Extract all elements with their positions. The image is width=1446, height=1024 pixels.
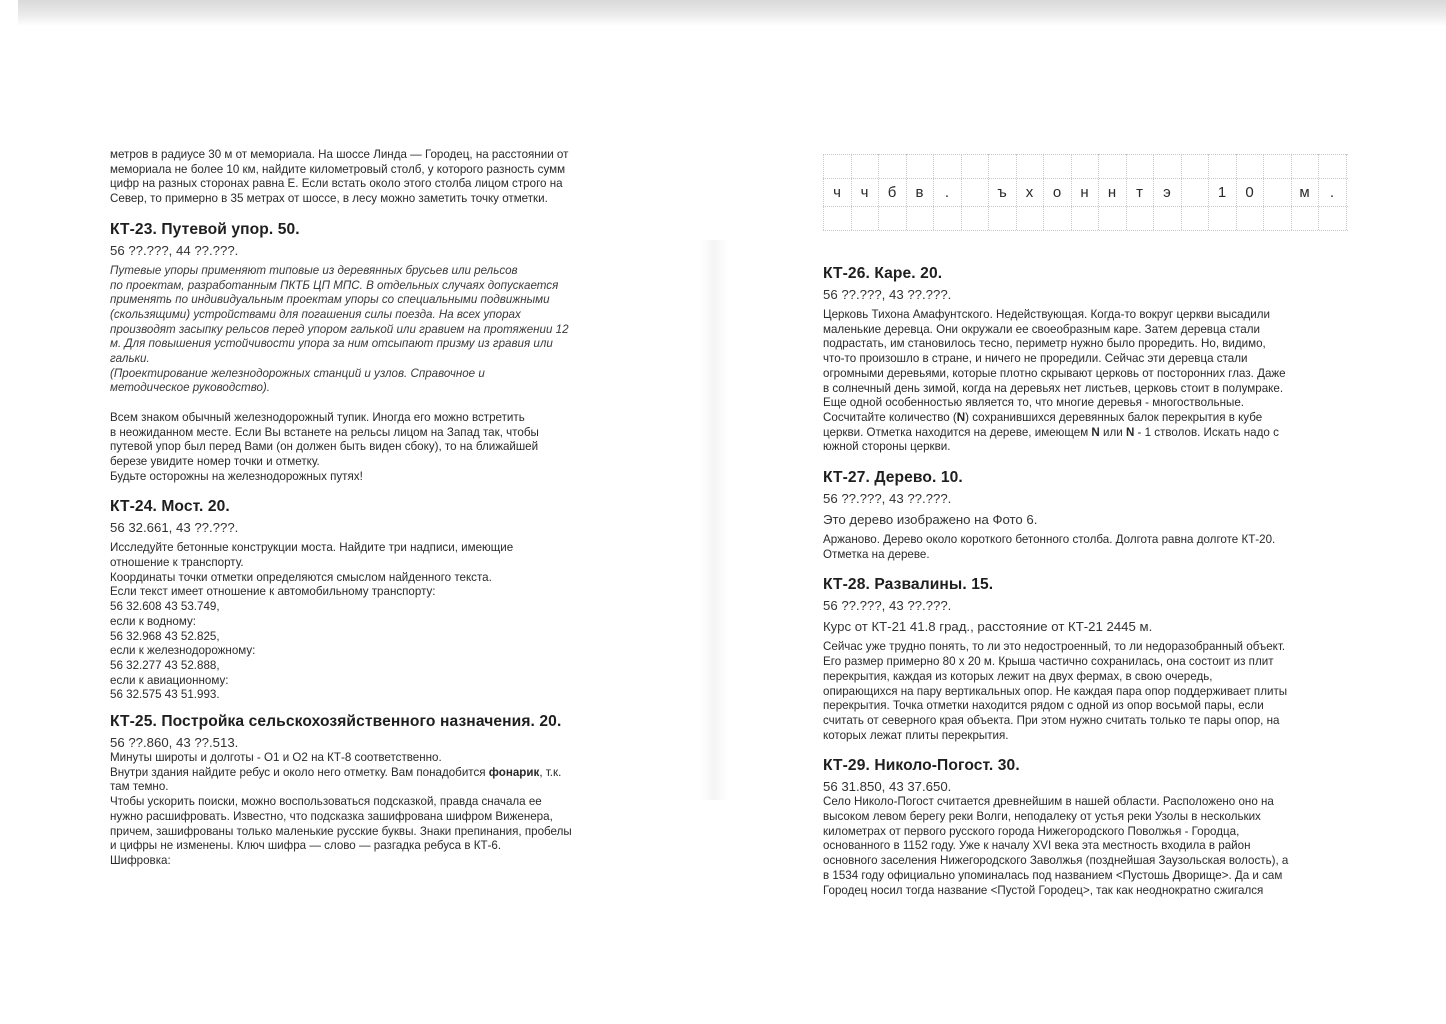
kt29-body-line: Городец носил тогда название <Пустой Городец>, так как неоднократно сжигался — [823, 883, 1264, 897]
kt23-quote-line: (Проектирование железнодорожных станций и узлов. Справочное и — [110, 366, 485, 380]
kt26-title: КТ-26. Каре. 20. — [823, 265, 943, 282]
kt26-body-line: Церковь Тихона Амафунтского. Недействующая. Когда-то вокруг церкви высадили — [823, 308, 1270, 321]
intro-line: метров в радиусе 30 м от мемориала. На шоссе Линда — Городец, на расстоянии от — [110, 148, 569, 161]
kt23-body-line: Всем знаком обычный железнодорожный тупик. Иногда его можно встретить — [110, 410, 525, 424]
cipher-char: б — [887, 184, 897, 201]
kt23-quote-line: гальки. — [110, 352, 150, 366]
kt23-quote-line: Путевые упоры применяют типовые из деревянных брусьев или рельсов — [110, 263, 518, 277]
cipher-char: т — [1136, 184, 1143, 201]
kt23-quote-line: методическое руководство). — [110, 381, 271, 395]
kt26-coords: 56 ??.???, 43 ??.???. — [823, 287, 952, 302]
kt29-body-line: в 1534 году официально упоминалась под названием <Пустошь Дворище>. Да и сам — [823, 868, 1283, 882]
kt29-body-line: основного заселения Нижегородского Заволжья (позднейшая Заузольская волость), а — [823, 854, 1289, 868]
kt29-coords: 56 31.850, 43 37.650. — [823, 779, 952, 795]
scan-edge-shadow — [18, 0, 1446, 26]
cipher-grid-line — [823, 230, 1348, 232]
cipher-char: х — [1025, 184, 1034, 201]
kt29-body-line: километрах от первого русского города Нижегородского Поволжья - Городца, — [823, 824, 1240, 838]
kt29-body-line: высоком левом берегу реки Волги, неподалеку от устья реки Узолы в нескольких — [823, 810, 1261, 824]
kt23-quote-line: по проектам, разработанным ПКТБ ЦП МПС. В отдельных случаях допускается — [110, 278, 559, 292]
kt25-body-line: Минуты широты и долготы - O1 и O2 на КТ-8 соответственно. — [110, 751, 442, 765]
cipher-char: ч — [860, 184, 869, 201]
kt28-coords: 56 ??.???, 43 ??.???. — [823, 598, 952, 614]
n-bold: N — [1125, 425, 1135, 439]
kt23-body-line: березе увидите номер точки и отметку. — [110, 454, 320, 468]
cipher-grid-line — [823, 154, 1348, 156]
kt23-quote-line: применять по индивидуальным проектам упоры со специальными подвижными — [110, 293, 550, 307]
kt27-title: КТ-27. Дерево. 10. — [823, 469, 963, 487]
kt24-body-line: если к водному: — [110, 614, 196, 628]
kt23-quote-line: производят засыпку рельсов перед упором галькой или гравием на протяжении 12 — [110, 322, 569, 336]
kt26-body-line: маленькие деревца. Они окружали ее своеобразным каре. Затем деревца стали — [823, 322, 1260, 336]
kt23-coords: 56 ??.???, 44 ??.???. — [110, 242, 239, 258]
cipher-grid-line — [823, 206, 1348, 208]
kt24-body-line: 56 32.968 43 52.825, — [110, 629, 220, 643]
kt24-body-line: 56 32.608 43 53.749, — [110, 600, 220, 614]
kt26-body-line — [823, 426, 1348, 441]
cipher-char: ч — [833, 184, 841, 201]
kt29-body-line: Село Николо-Погост считается древнейшим в нашей области. Расположено оно на — [823, 795, 1274, 809]
left-page — [110, 148, 630, 869]
kt23-quote-line: (скользящими) устройствами для погашения силы поезда. На всех упорах — [110, 307, 521, 321]
kt23-body-line: путевой упор был перед Вами (он должен быть виден сбоку), то на ближайшей — [110, 440, 539, 454]
cipher-char: н — [1080, 184, 1089, 201]
kt26-body-line: в солнечный день зимой, когда на деревьях нет листьев, церковь стоит в полумраке. — [823, 381, 1284, 395]
cipher-char: н — [1107, 184, 1117, 201]
kt28-body-line: Сейчас уже трудно понять, то ли это недостроенный, то ли недоразобранный объект. — [823, 640, 1286, 654]
right-page — [823, 154, 1348, 898]
text-span: - 1 стволов. Искать надо с — [1134, 425, 1279, 439]
kt26-body-line: Еще одной особенностью является то, что многие деревья - многоствольные. — [823, 396, 1244, 410]
kt26-body-line — [823, 411, 1348, 426]
cipher-char: м — [1299, 184, 1310, 201]
cipher-grid-line — [1346, 154, 1348, 230]
cipher-grid-line — [823, 178, 1348, 180]
kt24-body-line: Если текст имеет отношение к автомобильному транспорту: — [110, 585, 436, 599]
kt25-body-line — [110, 766, 630, 781]
cipher-char: 0 — [1245, 184, 1254, 201]
kt24-title: КТ-24. Мост. 20. — [110, 498, 230, 516]
kt24-body-line: если к авиационному: — [110, 673, 229, 687]
n-bold: N — [956, 410, 966, 424]
kt26-body-line: огромными деревьями, которые плотно скрывают церковь от посторонних глаз. Даже — [823, 366, 1286, 380]
cipher-grid-line — [1263, 154, 1265, 230]
kt29-title: КТ-29. Николо-Погост. 30. — [823, 757, 1020, 775]
kt24-body-line: если к железнодорожному: — [110, 644, 256, 658]
kt23-body-line: в неожиданном месте. Если Вы встанете на рельсы лицом на Запад так, чтобы — [110, 425, 539, 439]
kt27-body-line: Отметка на дереве. — [823, 547, 930, 561]
kt25-body-line: Шифровка: — [110, 854, 171, 867]
kt24-body-line: Координаты точки отметки определяются смыслом найденного текста. — [110, 570, 492, 584]
kt25-body-line: там темно. — [110, 780, 169, 794]
text-span: Сосчитайте количество ( — [823, 410, 957, 424]
page-fold — [700, 240, 728, 800]
kt25-coords: 56 ??.860, 43 ??.513. — [110, 735, 239, 751]
intro-line: цифр на разных сторонах равна E. Если встать около этого столба лицом строго на — [110, 177, 563, 191]
n-bold: N — [1091, 425, 1100, 439]
kt25-body-line: и цифры не изменены. Ключ шифра — слово — разгадка ребуса в КТ-6. — [110, 839, 502, 853]
kt28-body-line: опирающихся на пару вертикальных опор. Не каждая пара опор поддерживает плиты — [823, 684, 1288, 698]
kt24-body-line: 56 32.575 43 51.993. — [110, 688, 220, 702]
cipher-char: . — [944, 184, 950, 201]
kt28-body-line: перекрытия. Точка отметки находится рядом с одной из опор восьмой пары, если — [823, 699, 1264, 713]
kt28-body-line: считать от северного края объекта. При этом нужно считать только те пары опор, на — [823, 713, 1280, 727]
kt28-course: Курс от КТ-21 41.8 град., расстояние от КТ-21 2445 м. — [823, 619, 1153, 635]
kt23-body-line: Будьте осторожны на железнодорожных путях! — [110, 469, 363, 483]
cipher-char: в — [915, 184, 924, 201]
kt24-body-line: Исследуйте бетонные конструкции моста. Найдите три надписи, имеющие — [110, 541, 514, 555]
kt28-title: КТ-28. Развалины. 15. — [823, 576, 994, 594]
cipher-char: 1 — [1217, 184, 1227, 201]
kt24-body-line: 56 32.277 43 52.888, — [110, 658, 220, 672]
kt23-title: КТ-23. Путевой упор. 50. — [110, 220, 300, 238]
kt28-body-line: которых лежат плиты перекрытия. — [823, 728, 1009, 742]
cipher-char: э — [1163, 184, 1171, 201]
flashlight-bold: фонарик — [488, 765, 540, 779]
kt24-coords: 56 32.661, 43 ??.???. — [110, 520, 239, 536]
kt25-body-line: причем, зашифрованы только маленькие русские буквы. Знаки препинания, пробелы — [110, 824, 572, 838]
cipher-char: о — [1052, 184, 1062, 201]
cipher-char: . — [1329, 184, 1335, 201]
kt28-body-line: Его размер примерно 80 х 20 м. Крыша частично сохранилась, она состоит из плит — [823, 655, 1274, 669]
kt27-photo-note: Это дерево изображено на Фото 6. — [823, 512, 1038, 528]
text-span: Внутри здания найдите ребус и около него отметку. Вам понадобится — [110, 765, 489, 779]
kt25-body-line: нужно расшифровать. Известно, что подсказка зашифрована шифром Виженера, — [110, 809, 553, 823]
kt27-coords: 56 ??.???, 43 ??.???. — [823, 491, 952, 507]
kt26-body-line: что-то произошло в стране, и ничего не проредили. Сейчас эти деревца стали — [823, 352, 1248, 366]
kt27-body-line: Аржаново. Дерево около короткого бетонного столба. Долгота равна долготе КТ-20. — [823, 533, 1276, 547]
kt23-quote-line: м. Для повышения устойчивости упора за ним отсыпают призму из гравия или — [110, 337, 553, 351]
text-span: ) сохранившихся деревянных балок перекрытия в кубе — [965, 410, 1263, 424]
kt28-body-line: перекрытия, каждая из которых лежит на двух фермах, в свою очередь, — [823, 669, 1213, 683]
kt29-body-line: основанного в 1152 году. Уже к началу XVI века эта местность входила в район — [823, 839, 1251, 853]
cipher-grid — [823, 154, 1348, 234]
kt25-body-line: Чтобы ускорить поиски, можно воспользоваться подсказкой, правда сначала ее — [110, 795, 542, 809]
kt25-title: КТ-25. Постройка сельскохозяйственного назначения. 20. — [110, 713, 562, 731]
text-span: , т.к. — [539, 765, 562, 779]
text-span: или — [1099, 425, 1126, 439]
text-span: церкви. Отметка находится на дереве, имеющем — [823, 425, 1092, 439]
intro-line: мемориала не более 10 км, найдите километровый столб, у которого разность сумм — [110, 162, 566, 176]
cipher-grid-line — [961, 154, 963, 230]
intro-line: Север, то примерно в 35 метрах от шоссе, в лесу можно заметить точку отметки. — [110, 192, 548, 206]
kt26-body-line: подрастать, им становилось тесно, периметр нужно было проредить. Но, видимо, — [823, 337, 1266, 351]
cipher-grid-line — [1181, 154, 1183, 230]
kt24-body-line: отношение к транспорту. — [110, 556, 244, 570]
kt26-body-line: южной стороны церкви. — [823, 440, 951, 454]
cipher-char: ъ — [997, 184, 1007, 201]
